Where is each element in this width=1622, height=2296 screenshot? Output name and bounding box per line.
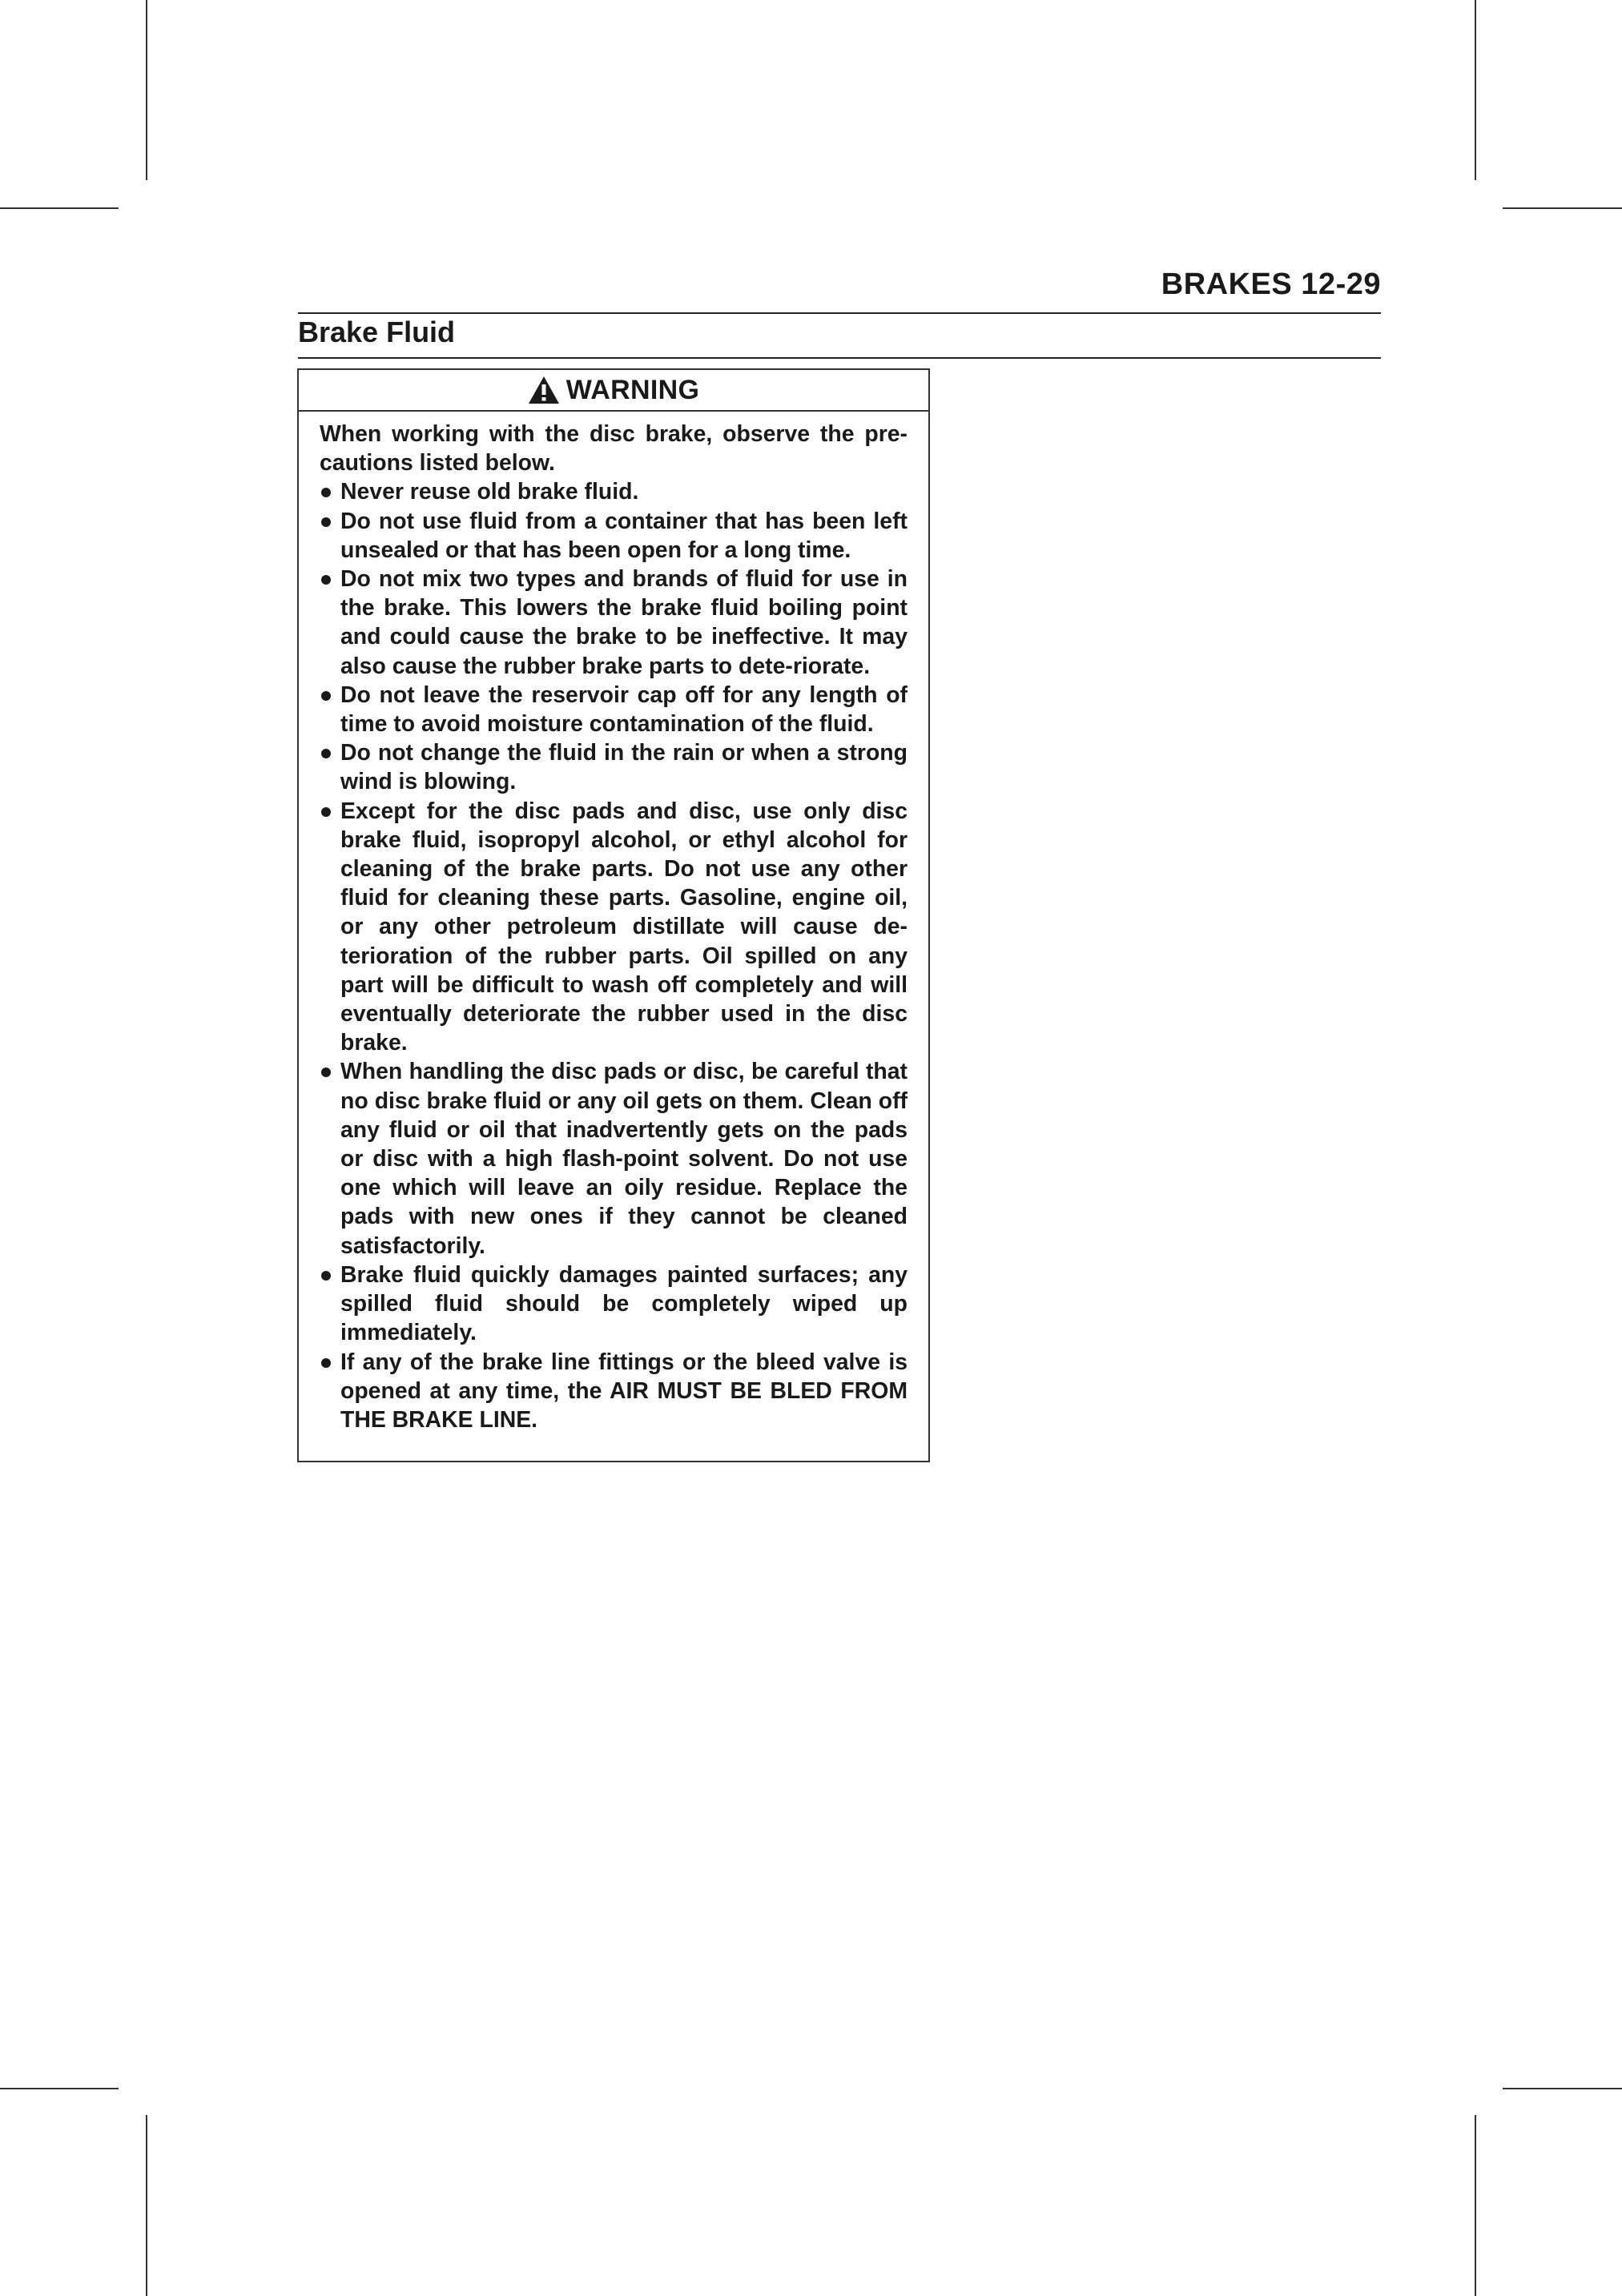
bullet-icon [321, 807, 331, 817]
crop-mark-top-left-vertical [146, 0, 147, 180]
crop-mark-top-right-vertical [1475, 0, 1476, 180]
warning-header [299, 370, 928, 412]
bullet-icon [321, 749, 331, 758]
section-title: Brake Fluid [298, 316, 456, 348]
list-item: Except for the disc pads and disc, use only disc brake fluid, isopropyl alcohol, or ethyl alcohol for cleaning of the brake parts. Do not use any other fluid for cleaning these parts. Gasoline, engine oil, or any other petroleum distillate will cause de-terioration of the rubber parts. Oil spilled on any part will be difficult to wash off completely and will eventually deteriorate the rubber used in the disc brake. [320, 797, 908, 1058]
page-header [298, 264, 1381, 314]
crop-mark-bottom-left-horizontal [0, 2088, 119, 2089]
warning-triangle-icon [528, 376, 560, 404]
crop-mark-bottom-right-horizontal [1503, 2088, 1622, 2089]
bullet-icon [321, 1358, 331, 1368]
crop-mark-bottom-right-vertical [1475, 2115, 1476, 2296]
chapter-page-number: BRAKES 12-29 [1161, 267, 1381, 301]
list-item: Do not use fluid from a container that has been left unsealed or that has been open for a long time. [320, 507, 908, 565]
list-item: When handling the disc pads or disc, be careful that no disc brake fluid or any oil gets on them. Clean off any fluid or oil that inadvertently gets on the pads or disc with a high flash-point solvent. Do not use one which will leave an oily residue. Replace the pads with new ones if they cannot be cleaned satisfactorily. [320, 1057, 908, 1260]
warning-intro: When working with the disc brake, observe the pre-cautions listed below. [320, 421, 908, 476]
list-item: Do not change the fluid in the rain or when a strong wind is blowing. [320, 738, 908, 796]
bullet-icon [321, 691, 331, 701]
list-item: Do not mix two types and brands of fluid for use in the brake. This lowers the brake fluid boiling point and could cause the brake to be ineffective. It may also cause the rubber brake parts to dete-riorate. [320, 565, 908, 681]
list-item: Never reuse old brake fluid. [320, 477, 908, 506]
list-item: If any of the brake line fittings or the bleed valve is opened at any time, the AIR MUST BE BLED FROM THE BRAKE LINE. [320, 1348, 908, 1435]
bullet-icon [321, 575, 331, 585]
crop-mark-bottom-left-vertical [146, 2115, 147, 2296]
warning-body [299, 412, 928, 1434]
warning-label: WARNING [565, 374, 700, 405]
bullet-icon [321, 517, 331, 527]
warning-list [320, 477, 908, 1434]
crop-mark-top-right-horizontal [1503, 207, 1622, 209]
crop-mark-top-left-horizontal [0, 207, 119, 209]
bullet-icon [321, 1068, 331, 1077]
bullet-icon [321, 1271, 331, 1281]
warning-box [297, 368, 930, 1462]
section-header [298, 314, 1381, 359]
list-item: Do not leave the reservoir cap off for any length of time to avoid moisture contamination of the fluid. [320, 681, 908, 738]
bullet-icon [321, 488, 331, 497]
list-item: Brake fluid quickly damages painted surfaces; any spilled fluid should be completely wiped up immediately. [320, 1261, 908, 1348]
